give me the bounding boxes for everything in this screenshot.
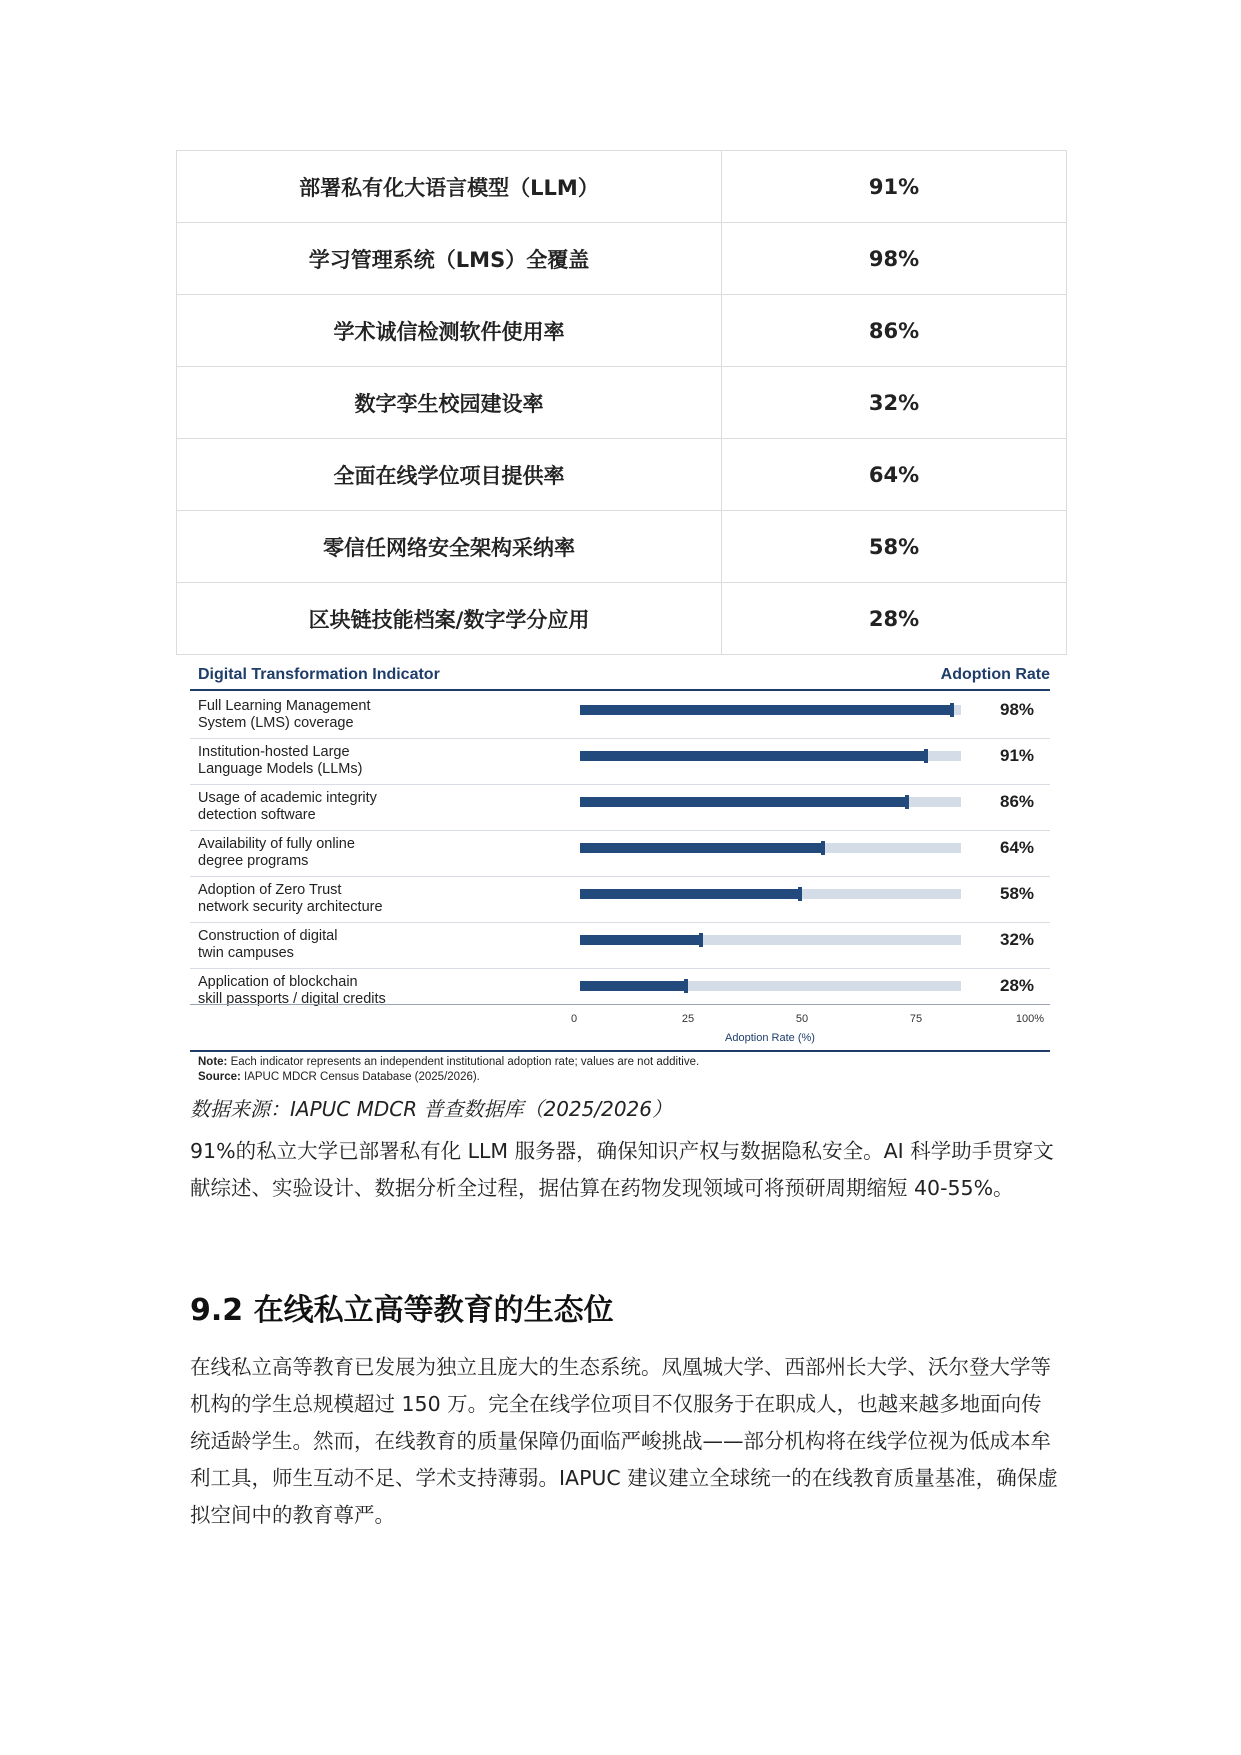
bar-value-label: 64% [1000,838,1035,857]
row-divider [190,922,1050,923]
bar-end-cap [684,979,688,993]
chart-source-text: IAPUC MDCR Census Database (2025/2026). [240,1071,480,1083]
chart-row [190,876,1050,922]
bar-end-cap [798,887,802,901]
bar-track [580,981,961,991]
table-row [177,583,1067,655]
chart-column-header-rate: Adoption Rate [940,666,1050,683]
bar-label: Usage of academic integrity detection software [198,790,377,823]
table-cell-indicator: 学术诚信检测软件使用率 [177,295,722,367]
bar-value-label: 86% [1000,792,1035,811]
chart-row [190,738,1050,784]
chart-row [190,968,1050,1014]
row-divider [190,738,1050,739]
chart-source [198,1071,480,1083]
bar-value-label: 91% [1000,746,1035,765]
table-cell-rate: 58% [722,511,1067,583]
table-row [177,295,1067,367]
bar-end-cap [821,841,825,855]
bar-label: Institution-hosted Large Language Models (LLMs) [198,744,363,777]
x-tick-label: 75 [909,1013,923,1025]
bar [580,751,927,761]
bar-label: Availability of fully online degree programs [198,836,355,869]
chart-footer-rule [190,1050,1050,1052]
bar-track [580,935,961,945]
bar-value-label: 32% [1000,930,1035,949]
chart-note [198,1056,699,1068]
paragraph-llm: 91%的私立大学已部署私有化 LLM 服务器，确保知识产权与数据隐私安全。AI 科学助手贯穿文献综述、实验设计、数据分析全过程，据估算在药物发现领域可将预研周期缩短 40-55%。 [190,1139,1054,1200]
chart-source-label: Source: [198,1071,241,1083]
table-row [177,511,1067,583]
chart-header-rule [190,689,1050,691]
adoption-rate-table [176,150,1067,655]
bar-value-label: 58% [1000,884,1035,903]
bar [580,797,908,807]
adoption-rate-chart [190,660,1050,1083]
table-cell-indicator: 学习管理系统（LMS）全覆盖 [177,223,722,295]
chart-note-text: Each indicator represents an independent institutional adoption rate; values are not additive. [227,1056,700,1068]
paragraph-online-education: 在线私立高等教育已发展为独立且庞大的生态系统。凤凰城大学、西部州长大学、沃尔登大学等机构的学生总规模超过 150 万。完全在线学位项目不仅服务于在职成人，也越来越多地面向传统适龄学生。然而，在线教育的质量保障仍面临严峻挑战——部分机构将在线学位视为低成本牟利工具，师生互动不足、学术支持薄弱。IAPUC 建议建立全球统一的在线教育质量基准，确保虚拟空间中的教育尊严。 [190,1355,1058,1527]
bar [580,889,801,899]
row-divider [190,830,1050,831]
table-cell-indicator: 全面在线学位项目提供率 [177,439,722,511]
bar [580,705,953,715]
table-row [177,367,1067,439]
bar-track [580,705,961,715]
table-cell-rate: 28% [722,583,1067,655]
table-cell-rate: 64% [722,439,1067,511]
x-tick-label: 100% [1015,1013,1045,1025]
bar-label: Adoption of Zero Trust network security architecture [198,882,383,915]
section-heading: 9.2 在线私立高等教育的生态位 [190,1293,614,1328]
bar [580,935,702,945]
table-cell-rate: 98% [722,223,1067,295]
bar-track [580,843,961,853]
x-axis-line [190,1004,1050,1005]
chart-row [190,922,1050,968]
table-cell-rate: 91% [722,151,1067,223]
table-cell-rate: 86% [722,295,1067,367]
bar-value-label: 98% [1000,700,1035,719]
table-cell-indicator: 零信任网络安全架构采纳率 [177,511,722,583]
bar-track [580,751,961,761]
x-tick-label: 25 [681,1013,695,1025]
bar-value-label: 28% [1000,976,1035,995]
chart-row [190,784,1050,830]
row-divider [190,876,1050,877]
bar [580,981,687,991]
chart-note-label: Note: [198,1056,228,1068]
bar-label: Full Learning Management System (LMS) coverage [198,698,371,731]
source-caption: 数据来源：IAPUC MDCR 普查数据库（2025/2026） [190,1097,673,1121]
bar-end-cap [699,933,703,947]
bar-end-cap [905,795,909,809]
bar-track [580,889,961,899]
chart-row [190,692,1050,738]
chart-column-header-indicator: Digital Transformation Indicator [198,666,440,683]
x-axis-title: Adoption Rate (%) [725,1032,815,1044]
table-cell-rate: 32% [722,367,1067,439]
table-row [177,151,1067,223]
x-tick-label: 50 [795,1013,809,1025]
bar-end-cap [924,749,928,763]
bar-end-cap [950,703,954,717]
chart-row [190,830,1050,876]
bar [580,843,824,853]
table-row [177,223,1067,295]
bar-track [580,797,961,807]
table-row [177,439,1067,511]
row-divider [190,968,1050,969]
table-cell-indicator: 部署私有化大语言模型（LLM） [177,151,722,223]
bar-label: Application of blockchain skill passports / digital credits [198,974,386,1007]
table-cell-indicator: 区块链技能档案/数字学分应用 [177,583,722,655]
table-cell-indicator: 数字孪生校园建设率 [177,367,722,439]
row-divider [190,784,1050,785]
x-tick-label: 0 [570,1013,578,1025]
bar-label: Construction of digital twin campuses [198,928,338,961]
